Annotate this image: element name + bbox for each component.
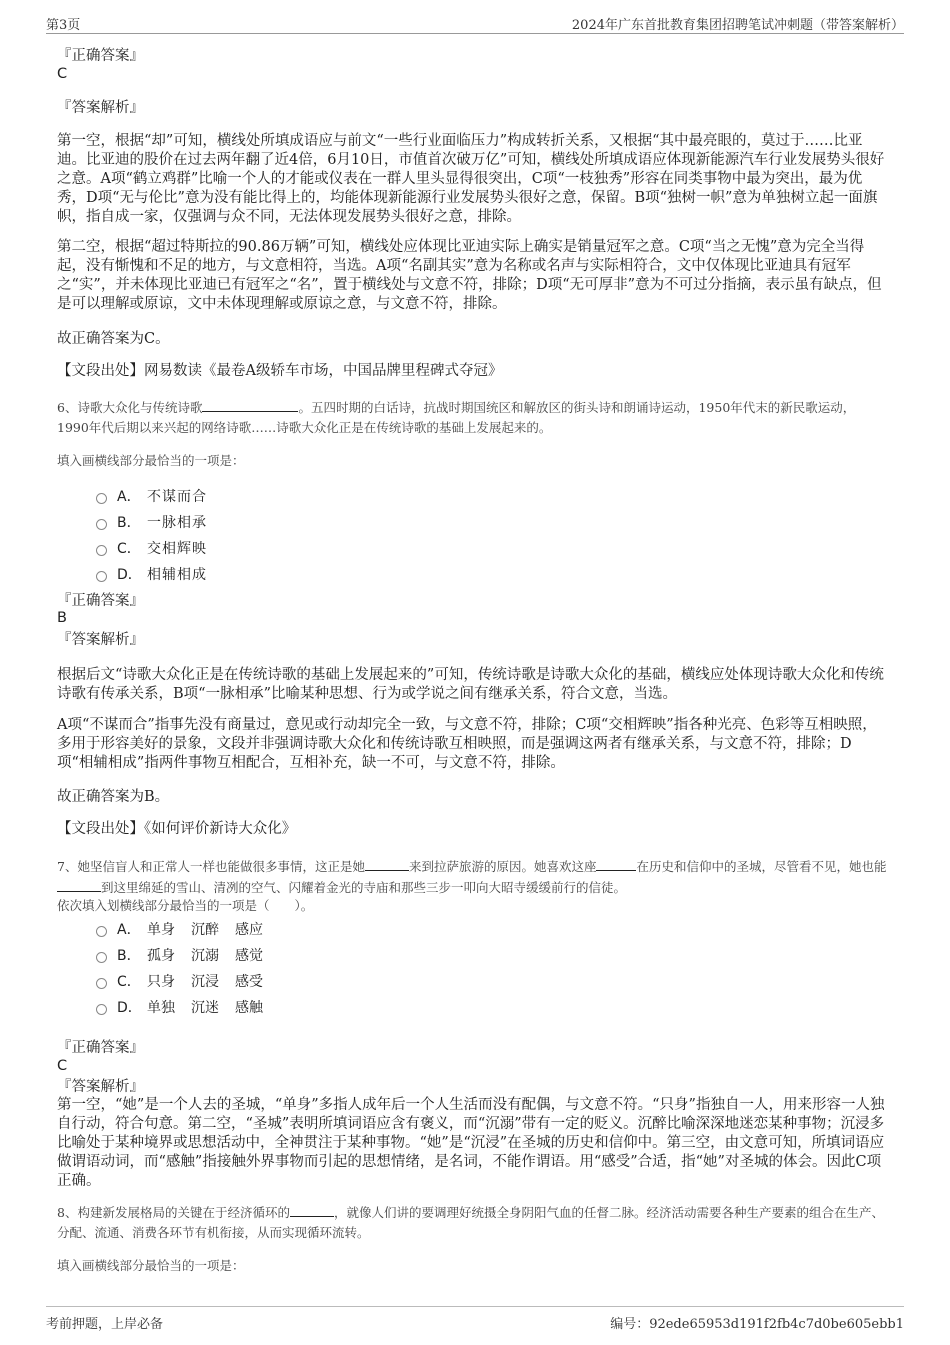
option-word-2: 沉溺 [191,948,219,964]
q7-option-d[interactable] [96,997,279,1017]
option-letter: C． [117,974,141,990]
q7-blank-1 [365,856,409,871]
q5-answer: C [57,66,68,82]
page-number: 第3页 [46,18,81,33]
q7-stem-part-3: 在历史和信仰中的圣城，尽管看不见，她也能 [636,859,887,874]
radio-icon[interactable] [96,519,107,530]
q7-stem-part-2: 来到拉萨旅游的原因。她喜欢这座 [408,859,597,874]
option-word-2: 沉浸 [191,974,219,990]
q6-option-b[interactable] [96,512,207,532]
option-text: 交相辉映 [147,541,207,557]
radio-icon[interactable] [96,1004,107,1015]
q8-blank [290,1202,334,1217]
option-letter: C． [117,541,141,557]
q8-stem-end: ，就像人们讲的要调理好统摄全身阴阳气血的任督二脉。经济活动需要各种生产要素的组合在生产、分配、流通、消费各环节有机衔接，从而实现循环流转。 [57,1205,884,1240]
radio-icon[interactable] [96,571,107,582]
q6-conclusion: 故正确答案为B。 [57,789,170,805]
q8-stem [57,1202,887,1243]
option-letter: B． [117,515,141,531]
q6-option-d[interactable] [96,564,207,584]
radio-icon[interactable] [96,545,107,556]
q7-option-b[interactable] [96,945,279,965]
q6-analysis-label: 『答案解析』 [57,632,144,648]
q5-source: 【文段出处】网易数读《最卷A级轿车市场，中国品牌里程碑式夺冠》 [57,363,503,379]
q6-blank [202,397,298,412]
q8-stem-start: 8、构建新发展格局的关键在于经济循环的 [57,1205,290,1220]
q6-stem-start: 6、诗歌大众化与传统诗歌 [57,400,203,415]
q5-conclusion: 故正确答案为C。 [57,331,170,347]
option-letter: A． [117,922,141,938]
option-word-3: 感受 [235,974,263,990]
q6-source: 【文段出处】《如何评价新诗大众化》 [57,821,297,837]
q7-analysis-label: 『答案解析』 [57,1079,144,1095]
q5-analysis-paragraph-1: 第一空，根据“却”可知，横线处所填成语应与前文“一些行业面临压力”构成转折关系，又根据“其中最亮眼的，莫过于……比亚迪。比亚迪的股价在过去两年翻了近4倍，6月10日，市值首次破万亿”可知，横线处所填成语应体现新能源汽车行业发展势头很好之意。A项“鹤立鸡群”比喻一个人的才能或仪表在一群人里头显得很突出，C项“一枝独秀”形容在同类事物中最为突出，最为优秀，D项“无与伦比”意为没有能比得上的，均能体现新能源行业发展势头很好之意，保留。B项“独树一帜”意为单独树立起一面旗帜，指自成一家，仅强调与众不同，无法体现发展势头很好之意，排除。 [57,133,885,225]
q6-analysis-paragraph-1: 根据后文“诗歌大众化正是在传统诗歌的基础上发展起来的”可知，传统诗歌是诗歌大众化的基础，横线应处体现诗歌大众化和传统诗歌有传承关系，B项“一脉相承”比喻某种思想、行为或学说之间有继承关系，符合文意，当选。 [57,667,884,702]
option-letter: B． [117,948,141,964]
q7-prompt: 依次填入划横线部分最恰当的一项是（ ）。 [57,898,314,913]
q7-answer: C [57,1058,68,1074]
q5-answer-label: 『正确答案』 [57,48,144,64]
q7-blank-3 [57,877,101,892]
option-word-3: 感觉 [235,948,263,964]
q6-prompt: 填入画横线部分最恰当的一项是： [57,453,245,468]
option-word-2: 沉迷 [191,1000,219,1016]
option-text: 一脉相承 [147,515,207,531]
q7-analysis: 第一空，“她”是一个人去的圣城，“单身”多指人成年后一个人生活而没有配偶，与文意不符。“只身”指独自一人，用来形容一人独自行动，符合句意。第二空，“圣城”表明所填词语应含有褒义，而“沉溺”带有一定的贬义。沉醉比喻深深地迷恋某种事物；沉浸多比喻处于某种境界或思想活动中，全神贯注于某种事物。“她”是“沉浸”在圣城的历史和信仰中。第三空，由文意可知，所填词语应做谓语动词，而“感触”指接触外界事物而引起的思想情绪，是名词，不能作谓语。用“感受”合适，指“她”对圣城的体会。因此C项正确。 [57,1097,885,1189]
q6-option-c[interactable] [96,538,207,558]
option-letter: A． [117,489,141,505]
q7-answer-label: 『正确答案』 [57,1040,144,1056]
option-word-2: 沉醉 [191,922,219,938]
q7-option-a[interactable] [96,919,279,939]
radio-icon[interactable] [96,493,107,504]
radio-icon[interactable] [96,926,107,937]
option-text: 相辅相成 [147,567,207,583]
q7-option-c[interactable] [96,971,279,991]
radio-icon[interactable] [96,978,107,989]
footer-slogan: 考前押题，上岸必备 [46,1317,164,1332]
option-letter: D． [117,1000,142,1016]
option-word-3: 感触 [235,1000,263,1016]
option-text: 不谋而合 [147,489,207,505]
document-id: 编号：92ede65953d191f2fb4c7d0be605ebb1 [610,1317,904,1332]
q7-stem-part-4: 到这里绵延的雪山、清冽的空气、闪耀着金光的寺庙和那些三步一叩向大昭寺缓缓前行的信徒。 [101,880,627,895]
q7-blank-2 [596,856,636,871]
q6-analysis-paragraph-2: A项“不谋而合”指事先没有商量过，意见或行动却完全一致，与文意不符，排除；C项“交相辉映”指各种光亮、色彩等互相映照，多用于形容美好的景象，文段并非强调诗歌大众化和传统诗歌互相映照，而是强调这两者有继承关系，与文意不符，排除；D项“相辅相成”指两件事物互相配合，互相补充，缺一不可，与文意不符，排除。 [57,717,877,771]
radio-icon[interactable] [96,952,107,963]
q7-stem-part-1: 7、她坚信盲人和正常人一样也能做很多事情，这正是她 [57,859,365,874]
q6-stem [57,397,887,438]
header-divider [46,33,904,34]
document-title: 2024年广东首批教育集团招聘笔试冲刺题（带答案解析） [571,18,904,33]
option-word-1: 只身 [147,974,175,990]
q6-answer: B [57,610,67,626]
footer-divider [46,1306,904,1307]
q8-prompt: 填入画横线部分最恰当的一项是： [57,1258,245,1273]
option-word-1: 孤身 [147,948,175,964]
q6-answer-label: 『正确答案』 [57,593,144,609]
option-letter: D． [117,567,142,583]
q5-analysis-paragraph-2: 第二空，根据“超过特斯拉的90.86万辆”可知，横线处应体现比亚迪实际上确实是销量冠军之意。C项“当之无愧”意为完全当得起，没有惭愧和不足的地方，与文意相符，当选。A项“名副其实”意为名称或名声与实际相符合，文中仅体现比亚迪具有冠军之“实”，并未体现比亚迪已有冠军之“名”，置于横线处与文意不符，排除；D项“无可厚非”意为不可过分指摘，表示虽有缺点，但是可以理解或原谅，文中未体现理解或原谅之意，与文意不符，排除。 [57,239,882,312]
option-word-3: 感应 [235,922,263,938]
q7-stem [57,856,887,898]
q6-stem-end: 。五四时期的白话诗，抗战时期国统区和解放区的街头诗和朗诵诗运动，1950年代末的新民歌运动，1990年代后期以来兴起的网络诗歌……诗歌大众化正是在传统诗歌的基础上发展起来的。 [57,400,856,435]
q5-analysis-label: 『答案解析』 [57,100,144,116]
option-word-1: 单独 [147,1000,175,1016]
option-word-1: 单身 [147,922,175,938]
q6-option-a[interactable] [96,486,207,506]
